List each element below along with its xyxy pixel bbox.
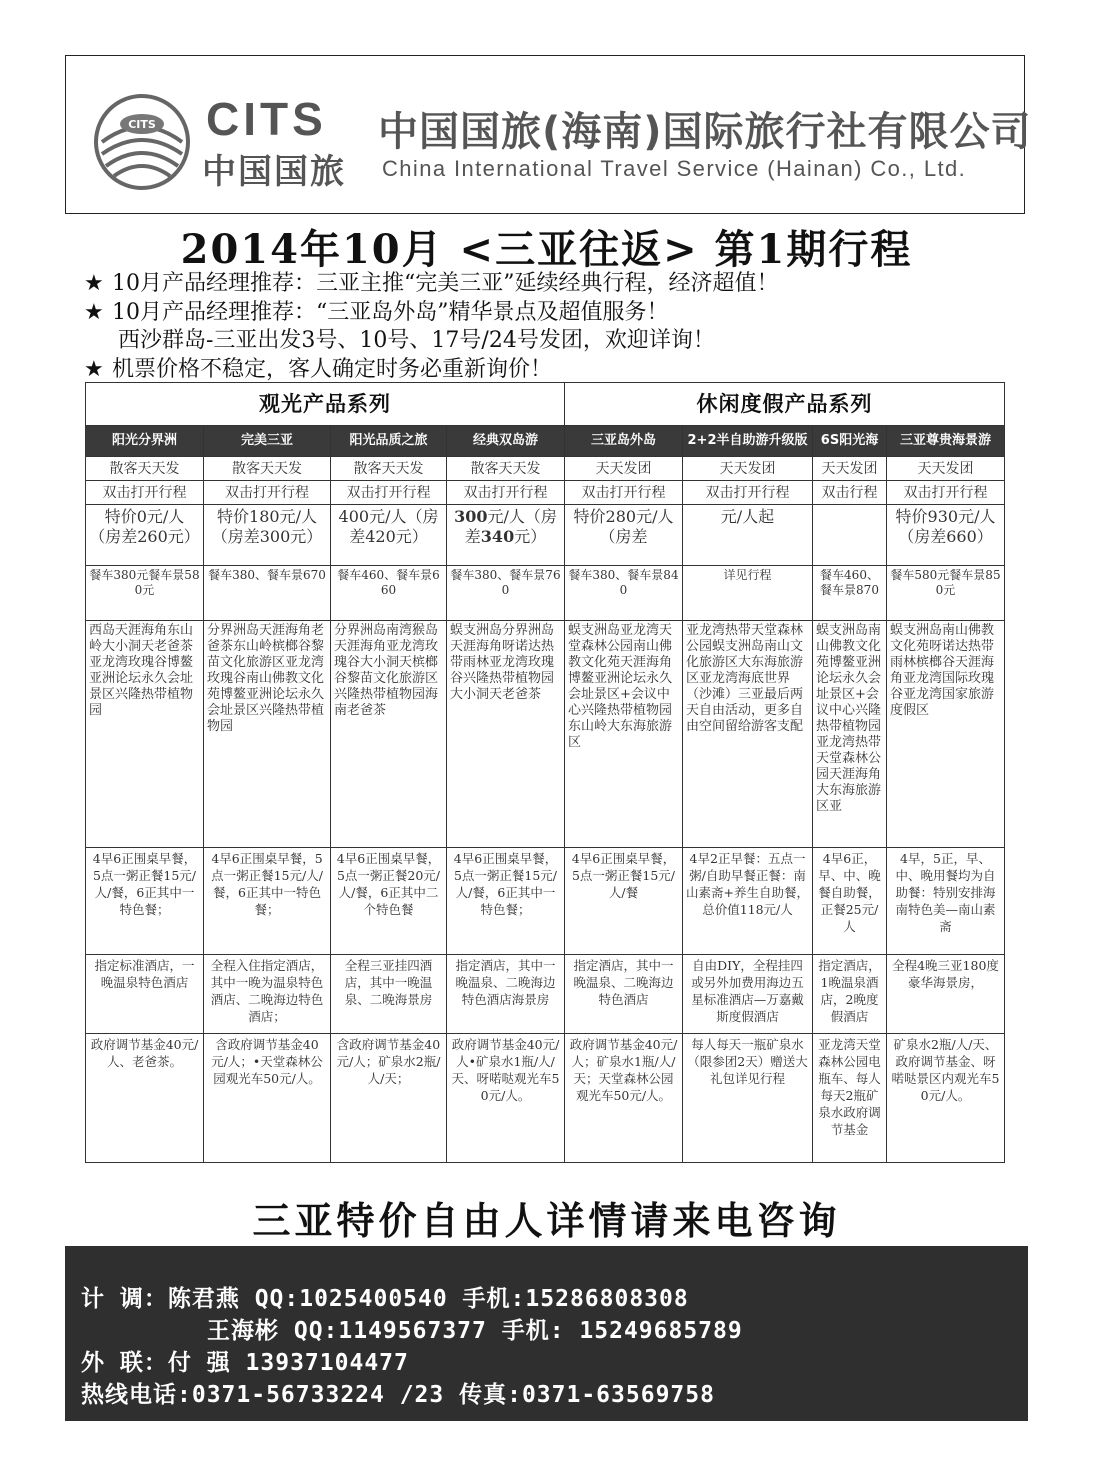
product-name: 完美三亚: [204, 426, 331, 457]
car-price: 餐车460、餐车景660: [331, 566, 447, 621]
car-price: 餐车380元餐车景580元: [86, 566, 204, 621]
price-cell: 特价280元/人（房差: [565, 505, 683, 566]
open-itinerary-link[interactable]: 双击打开行程: [86, 481, 204, 505]
gifts: 含政府调节基金40元/人；•天堂森林公园观光车50元/人。: [204, 1034, 331, 1163]
price-text: 元/人（房差: [464, 507, 557, 546]
contact-line: 热线电话:0371-56733224 /23 传真:0371-63569758: [81, 1382, 715, 1408]
departure-frequency: 天天发团: [683, 457, 813, 481]
gifts: 矿泉水2瓶/人/天、政府调节基金、呀喏哒景区内观光车50元/人。: [887, 1034, 1005, 1163]
notice-text: 10月产品经理推荐：“三亚岛外岛”精华景点及超值服务！: [112, 299, 669, 325]
notice-item: [84, 299, 1034, 328]
price-cell: 400元/人（房差420元）: [331, 505, 447, 566]
departure-frequency: 天天发团: [565, 457, 683, 481]
notice-text: 10月产品经理推荐：三亚主推“完美三亚”延续经典行程，经济超值！: [112, 271, 779, 296]
product-name: 阳光分界洲: [86, 426, 204, 457]
slogan: 三亚特价自由人详情请来电咨询: [252, 1199, 841, 1243]
departure-frequency: 散客天天发: [204, 457, 331, 481]
departure-frequency: 散客天天发: [331, 457, 447, 481]
attractions: 蜈支洲岛南山佛教文化苑博鳌亚洲论坛永久会址景区+会议中心兴隆热带植物园亚龙湾热带天堂森林公园天涯海角大东海旅游区亚: [813, 621, 887, 848]
attractions: 亚龙湾热带天堂森林公园蜈支洲岛南山文化旅游区大东海旅游区亚龙湾海底世界（沙滩）三亚最后两天自由活动，更多自由空间留给游客支配: [683, 621, 813, 848]
price-text: 元）: [514, 527, 547, 546]
star-icon: ★: [84, 271, 104, 296]
departure-frequency: 散客天天发: [86, 457, 204, 481]
open-itinerary-link[interactable]: 双击打开行程: [683, 481, 813, 505]
car-price: 餐车460、餐车景870: [813, 566, 887, 621]
meals: 4早6正围桌早餐，5点一粥正餐15元/人/餐，6正其中一特色餐；: [204, 848, 331, 955]
notice-item: [84, 270, 1034, 299]
attractions: 蜈支洲岛分界洲岛天涯海角呀诺达热带雨林亚龙湾玫瑰谷兴隆热带植物园大小洞天老爸茶: [447, 621, 565, 848]
room-diff-value: 340: [480, 527, 515, 546]
open-itinerary-link[interactable]: 双击打开行程: [447, 481, 565, 505]
meals: 4早，5正，早、中、晚用餐均为自助餐：特别安排海南特色美—南山素斋: [887, 848, 1005, 955]
product-table: [85, 382, 1004, 1178]
company-name-en: China International Travel Service (Hainan) Co., Ltd.: [382, 156, 967, 181]
meals: 4早6正围桌早餐，5点一粥正餐20元/人/餐，6正其中二个特色餐: [331, 848, 447, 955]
notice-text: 机票价格不稳定，客人确定时务必重新询价！: [112, 356, 553, 382]
notice-item: [84, 327, 1034, 356]
star-icon: ★: [84, 356, 104, 382]
departure-frequency: 天天发团: [887, 457, 1005, 481]
gifts: 政府调节基金40元/人；矿泉水1瓶/人/天；天堂森林公园观光车50元/人。: [565, 1034, 683, 1163]
car-price: 餐车380、餐车景670: [204, 566, 331, 621]
series-sightseeing: 观光产品系列: [86, 383, 565, 426]
price-cell: [813, 505, 887, 566]
gifts: 政府调节基金40元/人、老爸茶。: [86, 1034, 204, 1163]
meals: 4早6正，早、中、晚餐自助餐，正餐25元/人: [813, 848, 887, 955]
price-cell: 元/人起: [683, 505, 813, 566]
gifts: 每人每天一瓶矿泉水（限参团2天）赠送大礼包详见行程: [683, 1034, 813, 1163]
meals: 4早2正早餐：五点一粥/自助早餐正餐：南山素斋+养生自助餐，总价值118元/人: [683, 848, 813, 955]
product-name: 经典双岛游: [447, 426, 565, 457]
gifts: 亚龙湾天堂森林公园电瓶车、每人每天2瓶矿泉水政府调节基金: [813, 1034, 887, 1163]
car-price: 餐车380、餐车景840: [565, 566, 683, 621]
open-itinerary-link[interactable]: 双击行程: [813, 481, 887, 505]
logo-mark-text: CITS: [128, 118, 156, 131]
product-name: 6S阳光海: [813, 426, 887, 457]
car-price: 餐车380、餐车景760: [447, 566, 565, 621]
open-itinerary-link[interactable]: 双击打开行程: [331, 481, 447, 505]
price-cell: 特价0元/人（房差260元）: [86, 505, 204, 566]
gifts: 含政府调节基金40元/人；矿泉水2瓶/人/天；: [331, 1034, 447, 1163]
departure-frequency: 天天发团: [813, 457, 887, 481]
attractions: 蜈支洲岛亚龙湾天堂森林公园南山佛教文化苑天涯海角博鳌亚洲论坛永久会址景区+会议中心兴隆热带植物园东山岭大东海旅游区: [565, 621, 683, 848]
open-itinerary-link[interactable]: 双击打开行程: [565, 481, 683, 505]
meals: 4早6正围桌早餐，5点一粥正餐15元/人/餐: [565, 848, 683, 955]
attractions: 西岛天涯海角东山岭大小洞天老爸茶亚龙湾玫瑰谷博鳌亚洲论坛永久会址景区兴隆热带植物园: [86, 621, 204, 848]
contact-line: 外 联：付 强 13937104477: [81, 1350, 409, 1376]
company-header: [65, 55, 1032, 214]
itinerary-title: 2014年10月 <三亚往返> 第1期行程: [180, 226, 913, 273]
contact-footer: [65, 1246, 1028, 1421]
product-name: 三亚尊贵海景游: [887, 426, 1005, 457]
hotel: 全程4晚三亚180度豪华海景房，: [887, 955, 1005, 1034]
hotel: 指定标准酒店，一晚温泉特色酒店: [86, 955, 204, 1034]
price-value: 300: [454, 507, 488, 526]
meals: 4早6正围桌早餐，5点一粥正餐15元/人/餐，6正其中一特色餐；: [447, 848, 565, 955]
attractions: 分界洲岛南湾猴岛天涯海角亚龙湾玫瑰谷大小洞天槟榔谷黎苗文化旅游区兴隆热带植物园海南老爸茶: [331, 621, 447, 848]
attractions: 蜈支洲岛南山佛教文化苑呀诺达热带雨林槟榔谷天涯海角亚龙湾国际玫瑰谷亚龙湾国家旅游度假区: [887, 621, 1005, 848]
hotel: 指定酒店，1晚温泉酒店，2晚度假酒店: [813, 955, 887, 1034]
meals: 4早6正围桌早餐，5点一粥正餐15元/人/餐，6正其中一特色餐；: [86, 848, 204, 955]
attractions: 分界洲岛天涯海角老爸茶东山岭槟榔谷黎苗文化旅游区亚龙湾玫瑰谷南山佛教文化苑博鳌亚洲论坛永久会址景区兴隆热带植物园: [204, 621, 331, 848]
price-cell: 特价930元/人（房差660）: [887, 505, 1005, 566]
product-name: 阳光品质之旅: [331, 426, 447, 457]
price-cell: [447, 505, 565, 566]
notice-list: [84, 270, 1034, 384]
gifts: 政府调节基金40元/人•矿泉水1瓶/人/天、呀喏哒观光车50元/人。: [447, 1034, 565, 1163]
hotel: 指定酒店，其中一晚温泉、二晚海边特色酒店海景房: [447, 955, 565, 1034]
notice-text: 西沙群岛-三亚出发3号、10号、17号/24号发团，欢迎详询！: [118, 328, 715, 353]
contact-line: 计 调：陈君燕 QQ:1025400540 手机:15286808308: [81, 1286, 689, 1312]
notice-item: [84, 356, 1034, 385]
hotel: 指定酒店，其中一晚温泉、二晚海边特色酒店: [565, 955, 683, 1034]
logo-en: CITS: [206, 93, 327, 145]
product-name: 三亚岛外岛: [565, 426, 683, 457]
car-price: 详见行程: [683, 566, 813, 621]
product-name: 2+2半自助游升级版: [683, 426, 813, 457]
departure-frequency: 散客天天发: [447, 457, 565, 481]
series-leisure: 休闲度假产品系列: [565, 383, 1005, 426]
open-itinerary-link[interactable]: 双击打开行程: [204, 481, 331, 505]
star-icon: ★: [84, 299, 104, 325]
hotel: 全程三亚挂四酒店，其中一晚温泉、二晚海景房: [331, 955, 447, 1034]
company-name-cn: 中国国旅(海南)国际旅行社有限公司: [378, 109, 1032, 155]
logo-cn: 中国国旅: [202, 152, 346, 192]
price-cell: 特价180元/人（房差300元）: [204, 505, 331, 566]
contact-line: 王海彬 QQ:1149567377 手机: 15249685789: [207, 1318, 743, 1344]
cits-globe-logo-icon: [92, 92, 192, 192]
hotel: 自由DIY，全程挂四或另外加费用海边五星标准酒店—万嘉戴斯度假酒店: [683, 955, 813, 1034]
open-itinerary-link[interactable]: 双击打开行程: [887, 481, 1005, 505]
car-price: 餐车580元餐车景850元: [887, 566, 1005, 621]
hotel: 全程入住指定酒店，其中一晚为温泉特色酒店、二晚海边特色酒店；: [204, 955, 331, 1034]
